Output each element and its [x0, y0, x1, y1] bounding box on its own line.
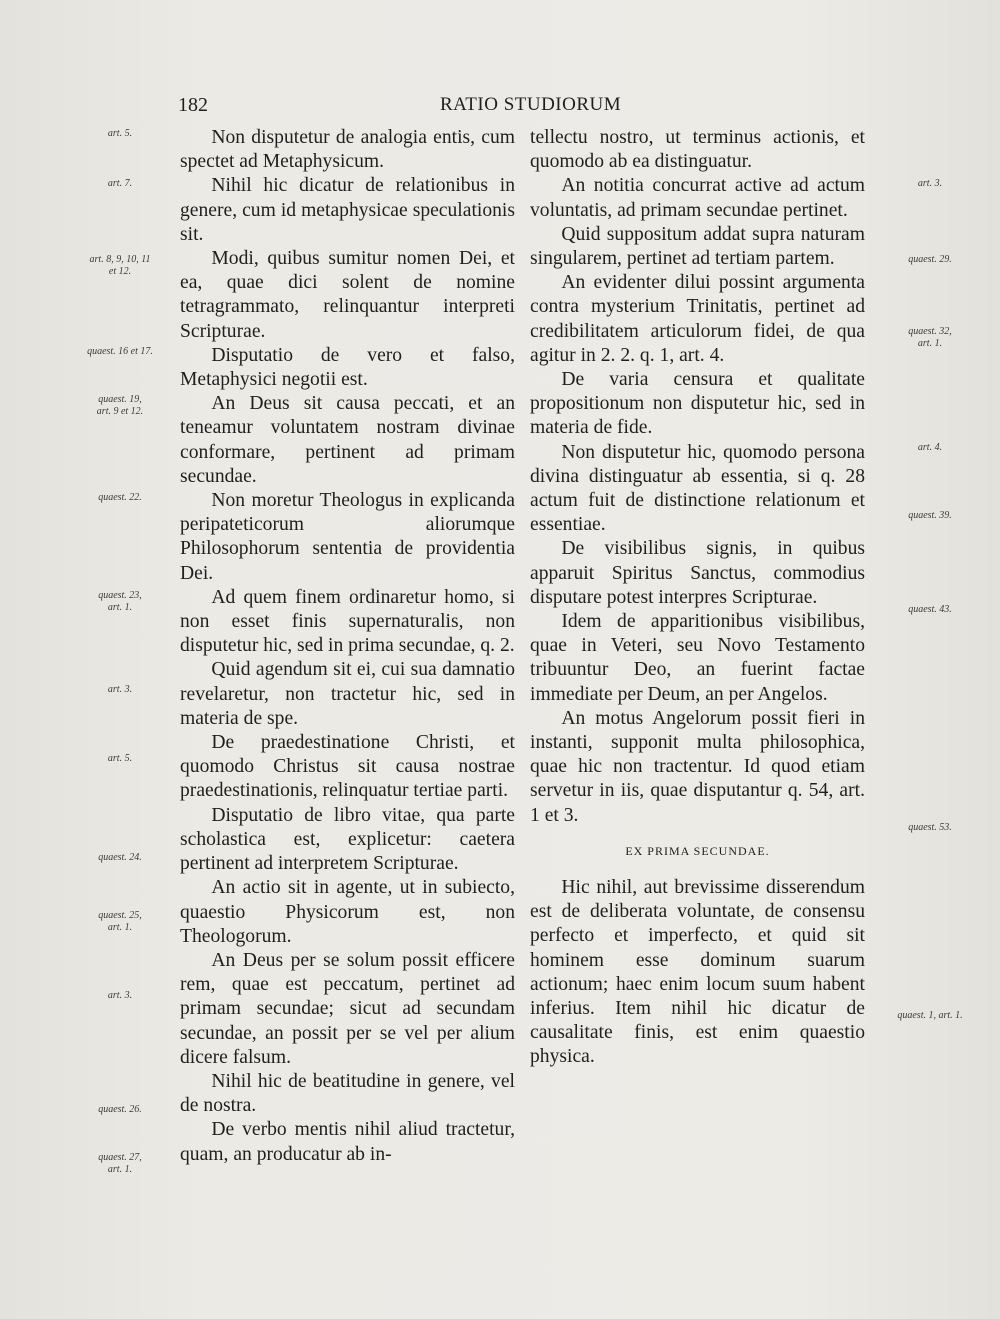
- margin-note: quaest. 26.: [98, 1104, 142, 1115]
- paragraph: An motus Angelorum possit fieri in instanti, supponit multa philosophica, quae hic non tractentur. Id quod etiam servetur in iis, quae disputantur q. 54, art. 1 et 3.: [530, 707, 865, 826]
- paragraph: De visibilibus signis, in quibus apparuit Spiritus Sanctus, commodius disputare potest interpres Scripturae.: [530, 538, 865, 608]
- continued-paragraph: tellectu nostro, ut terminus actionis, et quomodo ab ea distinguatur.: [530, 127, 865, 173]
- paragraph: Non moretur Theologus in explicanda peripateticorum aliorumque Philosophorum sententia de providentia Dei.: [180, 490, 515, 584]
- paragraph: De verbo mentis nihil aliud tractetur, quam, an producatur ab in-: [180, 1119, 515, 1165]
- margin-note: quaest. 39.: [908, 510, 952, 521]
- paragraph: De praedestinatione Christi, et quomodo Christus sit causa nostrae praedestinationis, relinquatur tertiae parti.: [180, 732, 515, 802]
- paragraph: Hic nihil, aut brevissime disserendum est de deliberata voluntate, de consensu perfecto et imperfecto, et quid sit hominem esse dominum suarum actionum; haec enim locum suum habent inferius. Item nihil hic dicatur de causalitate finis, est enim quaestio physica.: [530, 876, 865, 1068]
- margin-note: art. 8, 9, 10, 11 et 12.: [89, 254, 151, 277]
- margin-note: art. 7.: [107, 178, 133, 189]
- margin-note: quaest. 32, art. 1.: [908, 326, 952, 349]
- right-margin-notes: [880, 0, 980, 1319]
- paragraph: Ad quem finem ordinaretur homo, si non esset finis supernaturalis, non disputetur hic, sed in prima secundae, q. 2.: [180, 586, 515, 657]
- margin-note: art. 3.: [107, 990, 133, 1001]
- margin-note: art. 3.: [107, 684, 133, 695]
- paragraph: Non disputetur de analogia entis, cum spectet ad Metaphysicum.: [180, 127, 515, 173]
- margin-note: art. 3.: [917, 178, 943, 189]
- paragraph: Disputatio de libro vitae, qua parte scholastica est, explicetur: caetera pertinent ad interpretem Scripturae.: [180, 804, 515, 875]
- page-number: 182: [178, 94, 208, 116]
- margin-note: art. 4.: [917, 442, 943, 453]
- paragraph: Modi, quibus sumitur nomen Dei, et ea, quae dici solent de nomine tetragrammato, relinquantur interpreti Scripturae.: [180, 248, 515, 342]
- margin-note: quaest. 24.: [98, 852, 142, 863]
- left-text-column: [180, 126, 515, 1167]
- right-text-column: [530, 126, 865, 1070]
- paragraph: An Deus sit causa peccati, et an teneamur voluntatem nostram divinae conformare, pertinent ad primam secundae.: [180, 393, 515, 487]
- margin-note: art. 5.: [107, 128, 133, 139]
- paragraph: An notitia concurrat active ad actum voluntatis, ad primam secundae pertinet.: [530, 175, 865, 221]
- paragraph: An evidenter dilui possint argumenta contra mysterium Trinitatis, pertinet ad credibilitatem articulorum fidei, de qua agitur in 2. 2. q. 1, art. 4.: [530, 272, 865, 366]
- paragraph: De varia censura et qualitate propositionum non disputetur hic, sed in materia de fide.: [530, 369, 865, 439]
- paragraph: An actio sit in agente, ut in subiecto, quaestio Physicorum est, non Theologorum.: [180, 877, 515, 947]
- paragraph: Nihil hic dicatur de relationibus in genere, cum id metaphysicae speculationis sit.: [180, 175, 515, 245]
- margin-note: quaest. 27, art. 1.: [98, 1152, 142, 1175]
- margin-note: quaest. 16 et 17.: [87, 346, 153, 357]
- margin-note: quaest. 1, art. 1.: [897, 1010, 963, 1021]
- margin-note: quaest. 29.: [908, 254, 952, 265]
- paragraph: Quid suppositum addat supra naturam singularem, pertinet ad tertiam partem.: [530, 223, 865, 270]
- margin-note: quaest. 53.: [908, 822, 952, 833]
- paragraph: An Deus per se solum possit efficere rem, quae est peccatum, pertinet ad primam secundae; sicut ad secundam secundae, an possit per se vel per alium dicere falsum.: [180, 949, 515, 1068]
- running-head: RATIO STUDIORUM: [440, 94, 622, 115]
- margin-note: quaest. 22.: [98, 492, 142, 503]
- paragraph: Quid agendum sit ei, cui sua damnatio revelaretur, non tractetur hic, sed in materia de spe.: [180, 659, 515, 729]
- paragraph: Disputatio de vero et falso, Metaphysici negotii est.: [180, 344, 515, 391]
- margin-note: art. 5.: [107, 753, 133, 764]
- paragraph: Idem de apparitionibus visibilibus, quae in Veteri, seu Novo Testamento tribuuntur Deo, an fuerint factae immediate per Deum, an per Angelos.: [530, 611, 865, 705]
- margin-note: quaest. 23, art. 1.: [98, 590, 142, 613]
- section-heading: EX PRIMA SECUNDAE.: [625, 843, 770, 858]
- left-margin-notes: [70, 0, 170, 1319]
- margin-note: quaest. 25, art. 1.: [98, 910, 142, 933]
- paragraph: Non disputetur hic, quomodo persona divina distinguatur ab essentia, si q. 28 actum fuit de distinctione relationum et essentiae.: [530, 441, 865, 536]
- margin-note: quaest. 19, art. 9 et 12.: [96, 394, 144, 417]
- margin-note: quaest. 43.: [908, 604, 952, 615]
- paragraph: Nihil hic de beatitudine in genere, vel de nostra.: [180, 1070, 515, 1117]
